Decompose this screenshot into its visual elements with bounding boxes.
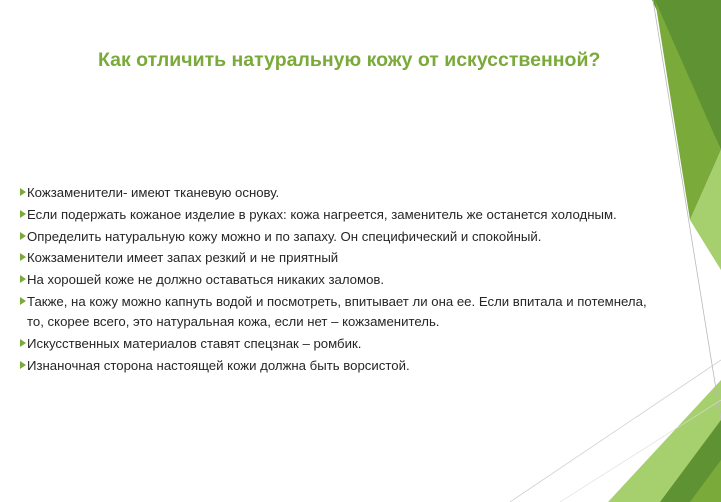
bullet-text: Кожзаменители- имеют тканевую основу.	[27, 185, 280, 200]
triangle-bullet-icon	[20, 297, 26, 305]
bullet-text: Изнаночная сторона настоящей кожи должна быть ворсистой.	[27, 357, 410, 373]
bullet-item	[20, 356, 660, 376]
slide-title: Как отличить натуральную кожу от искусственной?	[98, 49, 601, 71]
bullet-item	[20, 227, 660, 247]
triangle-bullet-icon	[20, 275, 26, 283]
bullet-text: Кожзаменители имеет запах резкий и не приятный	[27, 250, 339, 266]
bullet-item	[20, 334, 660, 354]
bullet-text: Также, на кожу можно капнуть водой и посмотреть, впитывает ли она ее. Если впитала и потемнела, то, скорее всего, это натуральная кожа, если нет – кожзаменитель.	[27, 293, 647, 329]
triangle-bullet-icon	[20, 232, 26, 240]
bullet-text: На хорошей коже не должно оставаться никаких заломов.	[27, 272, 385, 288]
triangle-bullet-icon	[20, 253, 26, 261]
triangle-bullet-icon	[20, 188, 26, 196]
triangle-bullet-icon	[20, 361, 26, 369]
bullet-text: Если подержать кожаное изделие в руках: кожа нагреется, заменитель же останется холодным.	[27, 206, 617, 222]
bullet-item	[20, 292, 660, 332]
bullet-item	[20, 183, 660, 203]
bullet-text: Определить натуральную кожу можно и по запаху. Он специфический и спокойный.	[27, 228, 542, 244]
bullet-list	[20, 183, 660, 377]
bullet-item	[20, 248, 660, 268]
triangle-bullet-icon	[20, 210, 26, 218]
bullet-text: Искусственных материалов ставят спецзнак – ромбик.	[27, 335, 362, 351]
bullet-item	[20, 205, 660, 225]
bullet-item	[20, 270, 660, 290]
triangle-bullet-icon	[20, 339, 26, 347]
